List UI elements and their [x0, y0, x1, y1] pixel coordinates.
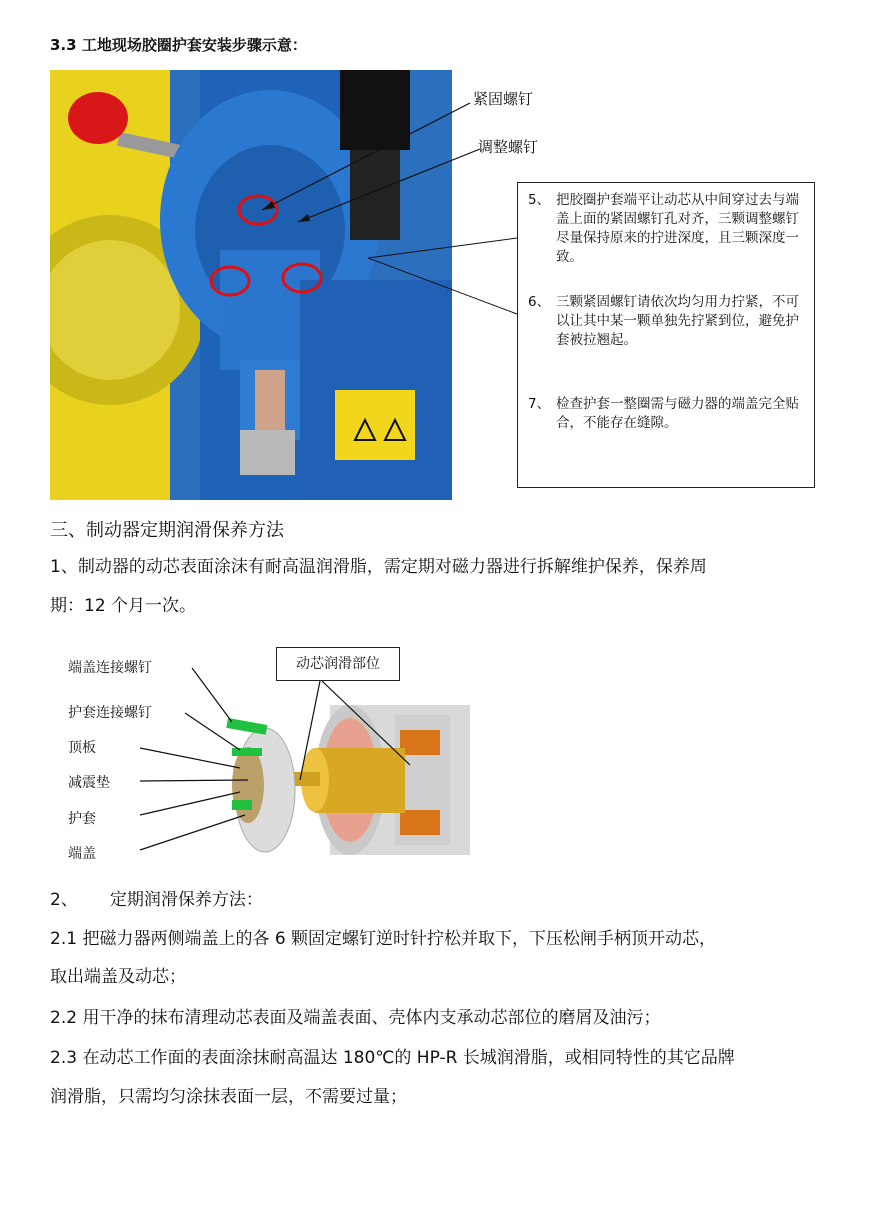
step-number: 7、	[528, 396, 551, 412]
section-number: 3.3	[50, 36, 77, 54]
label-damping-pad: 减震垫	[68, 775, 110, 791]
paragraph-2-heading	[50, 888, 263, 912]
paragraph-2-title: 定期润滑保养方法：	[109, 890, 263, 910]
step-text: 把胶圈护套端平让动芯从中间穿过去与端盖上面的紧固螺钉孔对齐，三颗调整螺钉尽量保持原来的拧进深度，且三颗深度一致。	[556, 192, 799, 265]
step-text: 检查护套一整圈需与磁力器的端盖完全贴合，不能存在缝隙。	[556, 396, 799, 431]
step-7	[528, 395, 804, 433]
paragraph-1-line-2: 期：12 个月一次。	[50, 596, 197, 616]
paragraph-1-line-1: 1、制动器的动芯表面涂沫有耐高温润滑脂，需定期对磁力器进行拆解维护保养，保养周	[50, 557, 707, 577]
label-endcover-bolt: 端盖连接螺钉	[68, 660, 152, 676]
label-tighten-screw: 紧固螺钉	[473, 90, 534, 108]
label-sleeve: 护套	[68, 811, 96, 827]
step-text: 三颗紧固螺钉请依次均匀用力拧紧，不可以让其中某一颗单独先拧紧到位，避免护套被拉翘起。	[556, 294, 799, 348]
step-2-2-line-1: 2.2 用干净的抹布清理动芯表面及端盖表面、壳体内支承动芯部位的磨屑及油污；	[50, 1008, 661, 1028]
lubrication-area-callout: 动芯润滑部位	[276, 647, 400, 681]
section-3-heading: 三、制动器定期润滑保养方法	[50, 520, 284, 541]
step-6	[528, 293, 804, 350]
step-2-3-line-2: 润滑脂，只需均匀涂抹表面一层，不需要过量；	[50, 1087, 407, 1107]
step-2-1-line-2: 取出端盖及动芯；	[50, 967, 186, 987]
label-adjust-screw: 调整螺钉	[478, 138, 539, 156]
step-2-1-line-1: 2.1 把磁力器两侧端盖上的各 6 颗固定螺钉逆时针拧松并取下，下压松闸手柄顶开动芯，	[50, 929, 717, 949]
step-number: 6、	[528, 294, 551, 310]
step-5	[528, 191, 804, 267]
paragraph-2-number: 2、	[50, 890, 78, 910]
label-end-cover: 端盖	[68, 846, 96, 862]
label-top-plate: 顶板	[68, 740, 96, 756]
installation-steps-box	[517, 182, 815, 488]
section-title: 工地现场胶圈护套安装步骤示意：	[81, 36, 307, 54]
step-number: 5、	[528, 192, 551, 208]
label-sleeve-bolt: 护套连接螺钉	[68, 705, 152, 721]
step-2-3-line-1: 2.3 在动芯工作面的表面涂抹耐高温达 180℃的 HP-R 长城润滑脂，或相同特性的其它品牌	[50, 1048, 735, 1068]
